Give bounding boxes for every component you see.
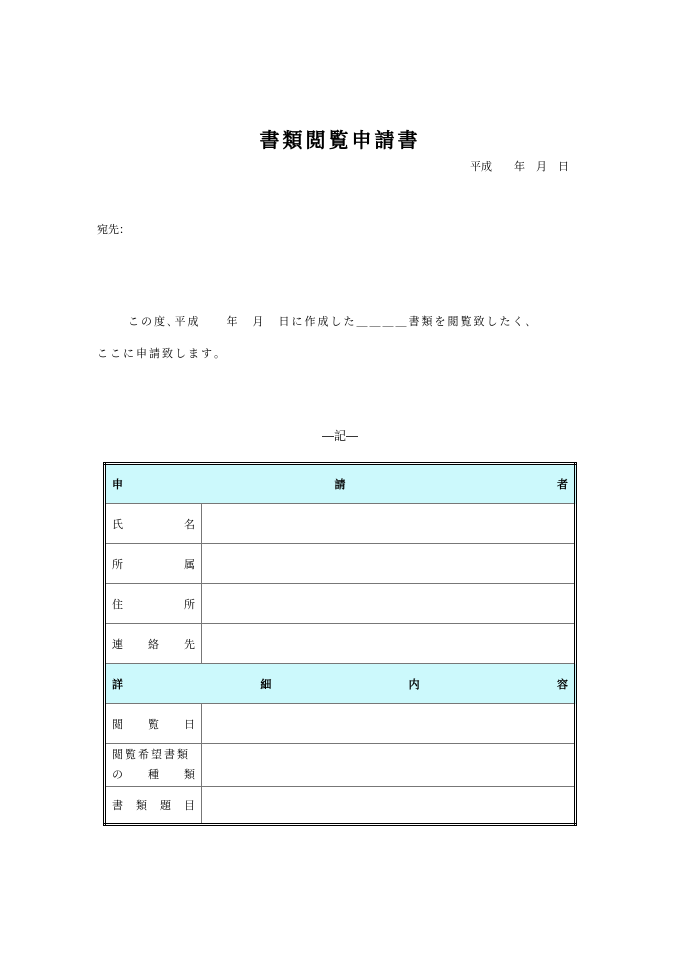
label-char: の — [112, 768, 123, 781]
details-section-header — [105, 664, 576, 704]
label-char: 類 — [184, 768, 195, 781]
ki-heading: ―記― — [321, 429, 358, 443]
header-char: 請 — [334, 478, 346, 491]
viewing-date-label — [105, 704, 202, 744]
header-char: 申 — [112, 478, 123, 491]
label-char: 閲 — [112, 717, 123, 731]
address-label — [105, 584, 202, 624]
label-char: 連 — [112, 637, 123, 651]
label-line: 閲覧希望書類 — [112, 748, 190, 761]
document-type-field[interactable] — [202, 744, 576, 787]
label-char: 覧 — [148, 717, 159, 731]
document-type-label — [105, 744, 202, 787]
document-title-field[interactable] — [202, 787, 576, 825]
date-line: 平成 年 月 日 — [470, 160, 569, 173]
request-body — [97, 306, 587, 370]
label-char: 日 — [184, 717, 195, 731]
label-char: 目 — [184, 799, 195, 812]
header-char: 者 — [557, 478, 568, 491]
request-body-line-2: ここに申請致します｡ — [97, 347, 222, 360]
contact-label — [105, 624, 202, 664]
header-char: 細 — [260, 677, 272, 691]
label-char: 属 — [184, 557, 195, 571]
label-char: 所 — [112, 557, 123, 571]
name-field[interactable] — [202, 504, 576, 544]
address-field[interactable] — [202, 584, 576, 624]
label-char: 種 — [148, 768, 159, 781]
applicant-section-header — [105, 464, 576, 504]
document-title: 書類閲覧申請書 — [259, 128, 421, 152]
header-char: 内 — [408, 677, 420, 691]
request-body-line-1: この度､平成 年 月 日に作成した＿＿＿＿書類を閲覧致したく､ — [128, 315, 533, 328]
label-char: 氏 — [112, 517, 123, 531]
affiliation-label — [105, 544, 202, 584]
addressee-label: 宛先： — [97, 223, 130, 236]
label-char: 名 — [184, 517, 195, 531]
label-char: 類 — [136, 799, 147, 812]
document-title-label — [105, 787, 202, 825]
affiliation-field[interactable] — [202, 544, 576, 584]
viewing-date-field[interactable] — [202, 704, 576, 744]
label-char: 先 — [184, 637, 195, 651]
contact-field[interactable] — [202, 624, 576, 664]
header-char: 詳 — [112, 677, 123, 691]
name-label — [105, 504, 202, 544]
label-char: 住 — [112, 597, 123, 611]
label-char: 書 — [112, 799, 123, 812]
label-char: 題 — [160, 799, 171, 812]
label-char: 所 — [184, 597, 195, 611]
header-char: 容 — [556, 677, 568, 691]
label-char: 絡 — [148, 637, 159, 651]
application-form-table — [103, 462, 577, 826]
